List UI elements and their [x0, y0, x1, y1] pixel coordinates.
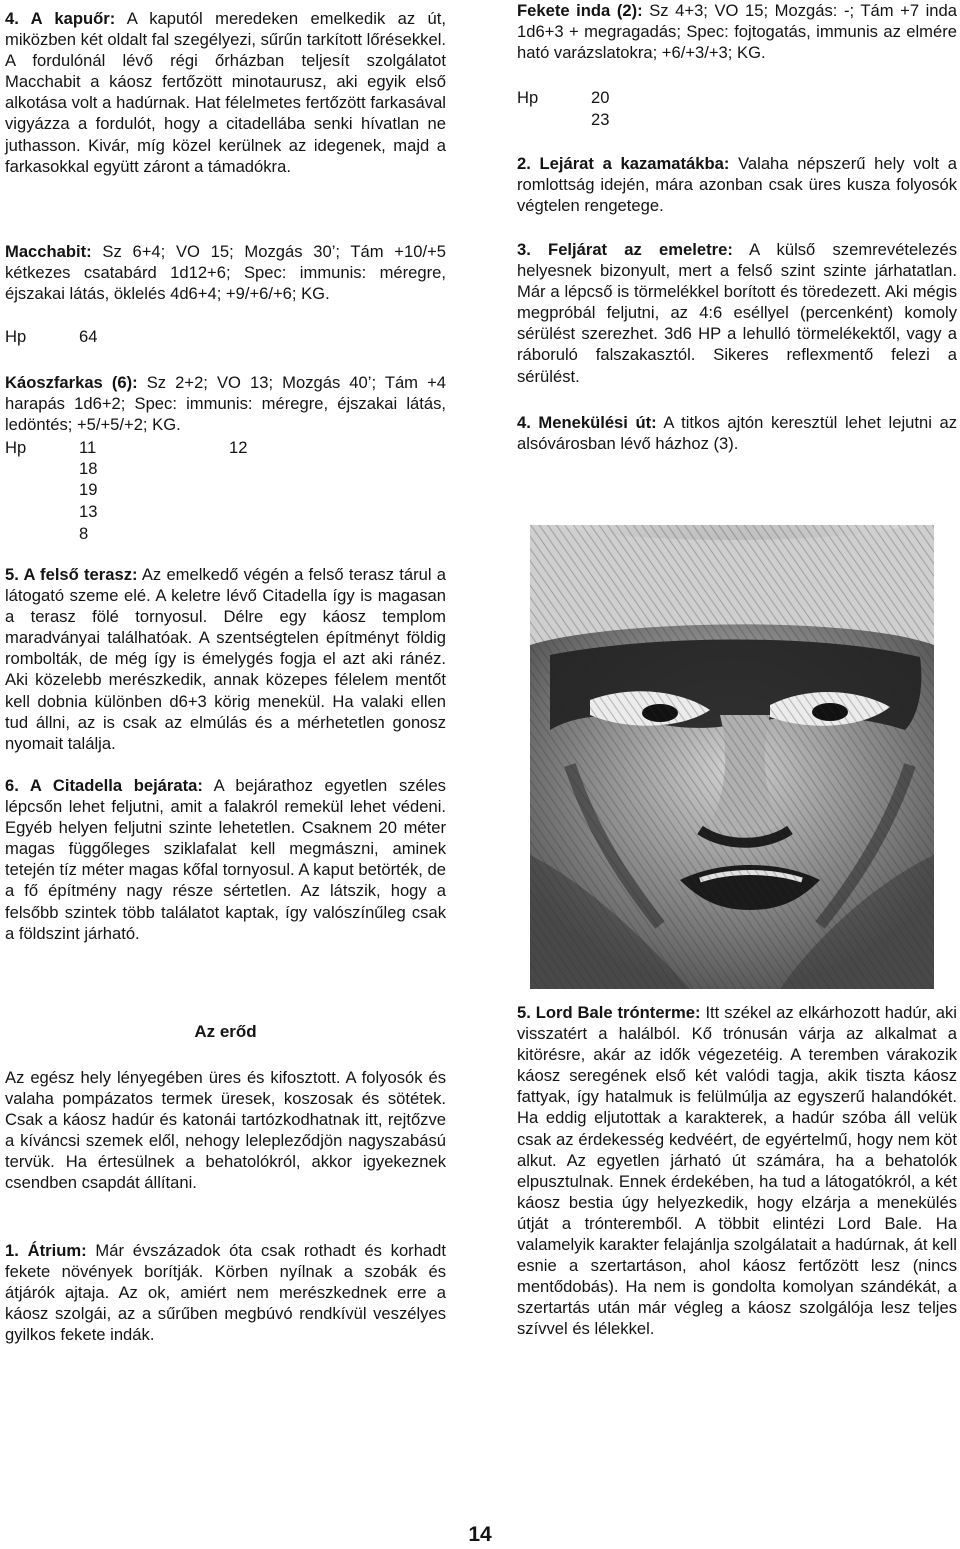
stat-text: Sz 2+2; VO 13; Mozgás 40’; Tám +4 harapás 1d6+2; Spec: immunis: méregre, éjszakai látás, ledöntés; +5/+5/+2; KG. — [5, 373, 446, 435]
stat-label: Káoszfarkas (6): — [5, 373, 138, 392]
hp-value: 23 — [591, 110, 610, 129]
room-text: Itt székel az elkárhozott hadúr, aki visszatért a halálból. Kő trónusán várja az alkalmat a kitörésre, akár az idők végezetéig. A teremben várakozik káosz seregének első két valódi tagja, akik tiszta káosz fattyak, így hatalmuk is felülmúlja az egyszerű halandókét. Ha eddig eljutottak a karakterek, a hadúr szóba áll velük csak az érdekesség kedvéért, de egyértelmű, hogy nem köt alkut. Az egyetlen járható út számára, ha a behatolók elpusztulnak. Ennek érdekében, ha tud a látogatókról, a két káosz bestia úgy helyezkedik, hogy elzárja a menekülés útját a trónteremből. A többit elintézi Lord Bale. Ha valamelyik karakter felajánlja szolgálatait a hadúrnak, át kell esnie a szertartáson, ahol káosz fertőzött lesz (nincs mentődobás). Ha nem is gondolta komolyan szándékát, a szertartás után már végleg a káosz szolgálója lesz teljes szívvel és lélekkel. — [517, 1003, 957, 1339]
intro-text: Az egész hely lényegében üres és kifosztott. A folyosók és valaha pompázatos termek üresek, koszosak és sötétek. Csak a káosz hadúr és katonái tartózkodhatnak itt, rejtőzve a kíváncsi szemek elől, nehogy lelepleződjön nagyszabású tervük. Ha értesülnek a behatolókról, akkor igyekeznek csendben csapdát állítani. — [5, 1068, 446, 1193]
hp-label: Hp — [5, 327, 27, 346]
section-label: 4. A kapuőr: — [5, 9, 116, 28]
hp-value: 11 — [79, 438, 97, 457]
room-label: 5. Lord Bale trónterme: — [517, 1003, 701, 1022]
stat-block-macchabit — [5, 241, 446, 304]
stat-label: Fekete inda (2): — [517, 1, 643, 20]
section-4-kapuor — [5, 8, 446, 177]
stat-block-kaoszfarkas — [5, 372, 446, 435]
room-text: Valaha népszerű hely volt a romlottság idején, mára azonban csak üres kusza folyosók végtelen rengetege. — [517, 154, 958, 216]
hp-label: Hp — [517, 88, 539, 107]
section-label: 6. A Citadella bejárata: — [5, 776, 203, 795]
stat-text: Sz 6+4; VO 15; Mozgás 30’; Tám +10/+5 kétkezes csatabárd 1d12+6; Spec: immunis: méregre, éjszakai látás, öklelés 4d6+4; +9/+6/+6; KG. — [5, 242, 446, 304]
section-text: A kaputól meredeken emelkedik az út, miközben két oldalt fal szegélyezi, sűrűn tarkított lőrésekkel. A fordulónál lévő régi őrházban teljesít szolgálatot Macchabit a káosz fertőzött minotaurusz, aki egyik első alkotása volt a hadúrnak. Hat félelmetes fertőzött farkasával vigyázza a fordulót, hogy a citadellába senki hívatlan ne juthasson. Kivár, míg közel kerülnek az idegenek, majd a farkasokkal együtt záront a támadókra. — [5, 9, 446, 176]
hp-table-kaoszfarkas — [5, 437, 446, 565]
section-6-citadella-bejarata — [5, 775, 446, 944]
hp-table-fekete-inda — [517, 87, 957, 131]
hp-value: 19 — [79, 480, 98, 499]
stat-text: Sz 4+3; VO 15; Mozgás: -; Tám +7 inda 1d6+3 + megragadás; Spec: fojtogatás, immunis az elmére ható varázslatokra; +6/+3/+3; KG. — [517, 1, 957, 63]
hp-value: 12 — [229, 438, 248, 457]
hp-value: 20 — [591, 88, 610, 107]
room-5-tronterem — [517, 1002, 957, 1340]
room-text: A titkos ajtón keresztül lehet lejutni az alsóvárosban lévő házhoz (3). — [517, 413, 957, 454]
hp-value: 13 — [79, 502, 98, 521]
stat-block-fekete-inda — [517, 0, 957, 63]
section-text: Az emelkedő végén a felső terasz tárul a látogató szeme elé. A keletre lévő Citadella így is magasan a terasz fölé tornyosul. Délre egy káosz templom maradványai találhatóak. A szentségtelen építményt földig rombolták, de még így is émelygés fogja el azt aki ránéz. Aki közelebb merészkedik, annak közepes félelem mentőt kell dobnia különben d6+3 körig menekül. Ha valaki ellen tud állni, az is csak az elmúlás és a mérhetetlen gonosz nyomait találja. — [5, 565, 446, 753]
room-label: 3. Feljárat az emeletre: — [517, 240, 733, 259]
hp-label: Hp — [5, 438, 27, 457]
section-text: A bejárathoz egyetlen széles lépcsőn lehet feljutni, amit a falakról remekül lehet védeni. Egyéb helyen feljutni szinte lehetetlen. Csaknem 20 méter magas függőleges sziklafalat kell megmászni, aminek tetején tíz méter magas kőfal tornyosul. A kaput betörték, de a fő építmény nagy része sértetlen. Az látszik, hogy a felsőbb szintek több találatot kaptak, így valószínűleg csak a földszint járható. — [5, 776, 446, 943]
room-label: 2. Lejárat a kazamatákba: — [517, 154, 730, 173]
room-3-feljarat — [517, 239, 957, 387]
hp-value: 18 — [79, 459, 98, 478]
hp-value: 8 — [79, 524, 89, 543]
hp-value: 64 — [79, 327, 98, 346]
section-label: 5. A felső terasz: — [5, 565, 138, 584]
room-text: Már évszázadok óta csak rothadt és korhadt fekete növények borítják. Körben nyílnak a szobák és átjárók ajtaja. Az ok, amiért nem merészkednek erre a káosz szolgái, az a sűrűben megbúvó rendkívül veszélyes gyilkos fekete indák. — [5, 1241, 446, 1345]
room-4-menekulesi-ut — [517, 412, 957, 454]
room-text: A külső szemrevételezés helyesnek bizonyult, mert a felső szint szinte járhatatlan. Már a lépcső is törmelékkel borított és töredezett. Aki mégis megpróbál feljutni, az 4:6 eséllyel (percenként) komoly sérülést szerezhet. 3d6 HP a lehulló törmelékektől, vagy a ráboruló falszakasztól. Sikeres reflexmentő felezi a sérülést. — [517, 240, 958, 386]
room-label: 1. Átrium: — [5, 1241, 87, 1260]
hp-row-macchabit — [5, 326, 446, 348]
intro-paragraph — [5, 1067, 446, 1194]
page-number: 14 — [468, 1523, 492, 1546]
room-2-lejarat — [517, 153, 957, 216]
portrait-illustration-icon — [530, 525, 934, 989]
room-1-atrium — [5, 1240, 446, 1345]
room-label: 4. Menekülési út: — [517, 413, 657, 432]
stat-label: Macchabit: — [5, 242, 92, 261]
section-heading: Az erőd — [194, 1022, 257, 1041]
section-5-felso-terasz — [5, 564, 446, 754]
